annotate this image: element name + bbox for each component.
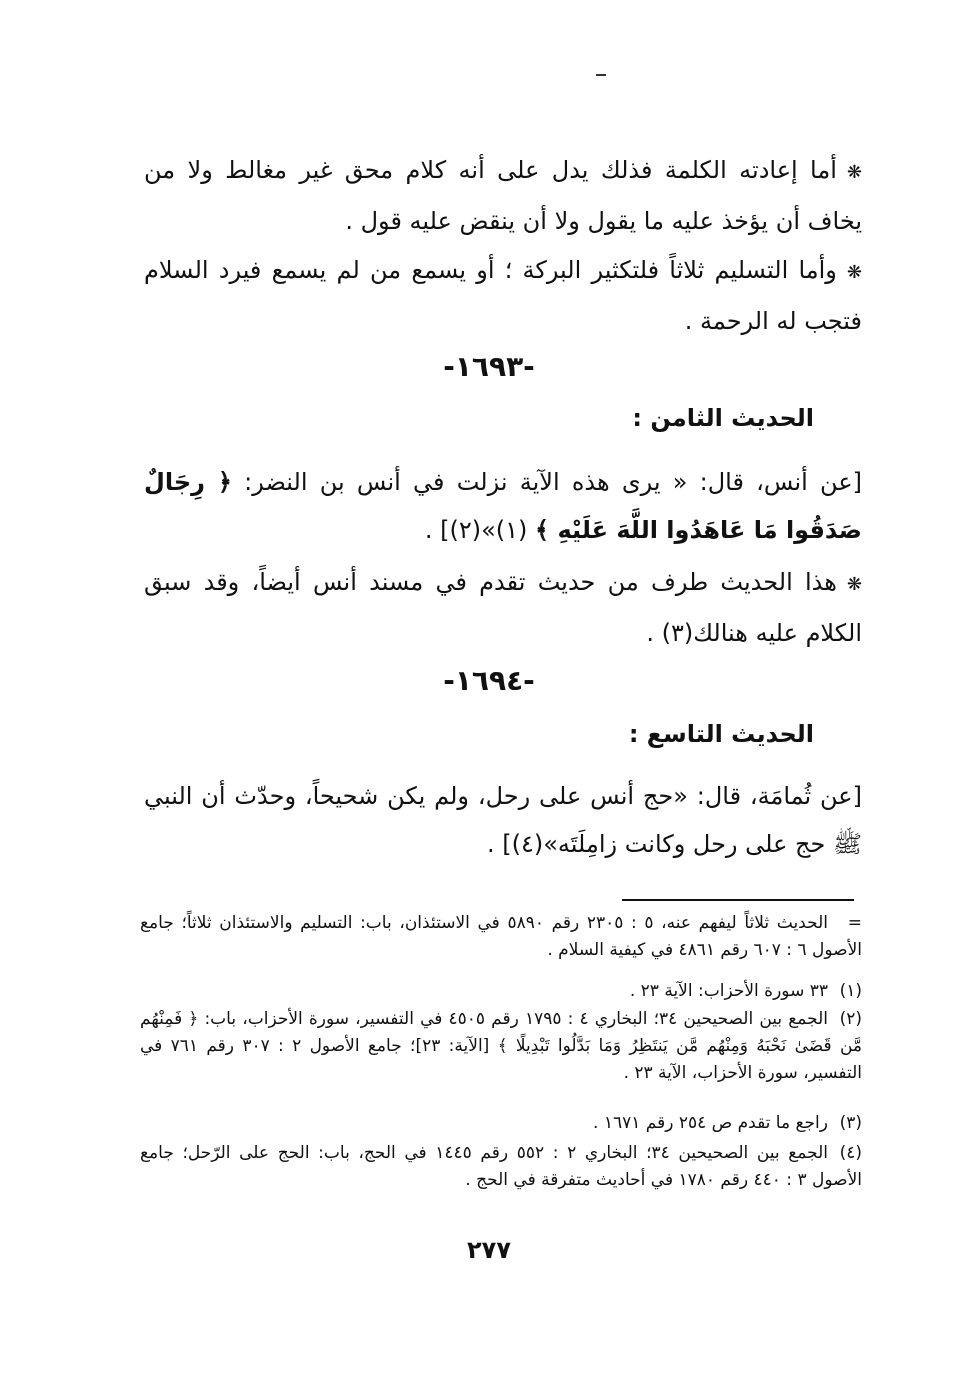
footnote-2 [140, 1006, 862, 1087]
hadith-number-1694: -١٦٩٤- [443, 664, 535, 697]
commentary-paragraph-1 [144, 146, 862, 245]
footnote-marker: (١) [839, 981, 862, 1001]
page-number: ٢٧٧ [467, 1236, 511, 1264]
footnote-3 [140, 1110, 862, 1137]
quran-verse: ﴿ رِجَالٌ صَدَقُوا مَا عَاهَدُوا اللَّهَ عَلَيْهِ ﴾ [144, 468, 862, 544]
hadith-text-1694 [144, 772, 862, 868]
hadith-intro: [عن أنس، قال: « يرى هذه الآية نزلت في أنس بن النضر: [231, 468, 863, 496]
footnote-marker: = [847, 913, 862, 933]
hadith-text-1693 [144, 458, 862, 554]
footnote-4 [140, 1140, 862, 1194]
footnote-marker: (٣) [839, 1113, 862, 1133]
footnote-1 [140, 978, 862, 1005]
paragraph-text: هذا الحديث طرف من حديث تقدم في مسند أنس أيضاً، وقد سبق الكلام عليه هنالك(٣) . [144, 568, 862, 647]
commentary-paragraph-2 [144, 246, 862, 345]
footnote-text: الجمع بين الصحيحين ٣٤؛ البخاري ٢ : ٥٥٢ رقم ١٤٤٥ في الحج، باب: الحج على الرّحل؛ جامع الأصول ٣ : ٤٤٠ رقم ١٧٨٠ في أحاديث متفرقة في الحج . [140, 1143, 862, 1190]
commentary-paragraph-3 [144, 558, 862, 657]
footnote-text: ٣٣ سورة الأحزاب: الآية ٢٣ . [629, 981, 828, 1001]
header-mark [596, 74, 606, 76]
footnote-text: راجع ما تقدم ص ٢٥٤ رقم ١٦٧١ . [593, 1113, 828, 1133]
hadith-title-eighth: الحديث الثامن : [632, 404, 814, 432]
bullet-icon: ❋ [846, 574, 862, 595]
footnote-marker: (٢) [839, 1009, 863, 1029]
bullet-icon: ❋ [846, 262, 862, 283]
hadith-number-1693: -١٦٩٣- [443, 350, 535, 383]
hadith-outro: (١)»(٢)] . [424, 516, 536, 544]
paragraph-text: أما إعادته الكلمة فذلك يدل على أنه كلام محق غير مغالط ولا من يخاف أن يؤخذ عليه ما يقول ولا أن ينقض عليه قول . [144, 156, 862, 235]
hadith-text: [عن ثُمامَة، قال: «حج أنس على رحل، ولم يكن شحيحاً، وحدّث أن النبي ﷺ حج على رحل وكانت زامِلَتَه»(٤)] . [144, 782, 862, 858]
footnote-continued [140, 910, 862, 964]
footnote-marker: (٤) [839, 1143, 862, 1163]
footnote-text: الحديث ثلاثاً ليفهم عنه، ٥ : ٢٣٠٥ رقم ٥٨٩٠ في الاستئذان، باب: التسليم والاستئذان ثلاثاً؛ جامع الأصول ٦ : ٦٠٧ رقم ٤٨٦١ في كيفية السلام . [140, 913, 862, 960]
footnote-text: الجمع بين الصحيحين ٣٤؛ البخاري ٤ : ١٧٩٥ رقم ٤٥٠٥ في التفسير، سورة الأحزاب، باب: ﴿ فَمِنْهُم مَّن قَضَىٰ نَحْبَهُ وَمِنْهُم مَّن يَنتَظِرُ وَمَا بَدَّلُوا تَبْدِيلًا ﴾ [الآية: ٢٣]؛ جامع الأصول ٢ : ٣٠٧ رقم ٧٦١ في التفسير، سورة الأحزاب، الآية ٢٣ . [140, 1009, 862, 1083]
footnote-separator [622, 899, 854, 901]
paragraph-text: وأما التسليم ثلاثاً فلتكثير البركة ؛ أو يسمع من لم يسمع فيرد السلام فتجب له الرحمة . [144, 256, 862, 335]
hadith-title-ninth: الحديث التاسع : [628, 720, 814, 748]
bullet-icon: ❋ [846, 162, 862, 183]
